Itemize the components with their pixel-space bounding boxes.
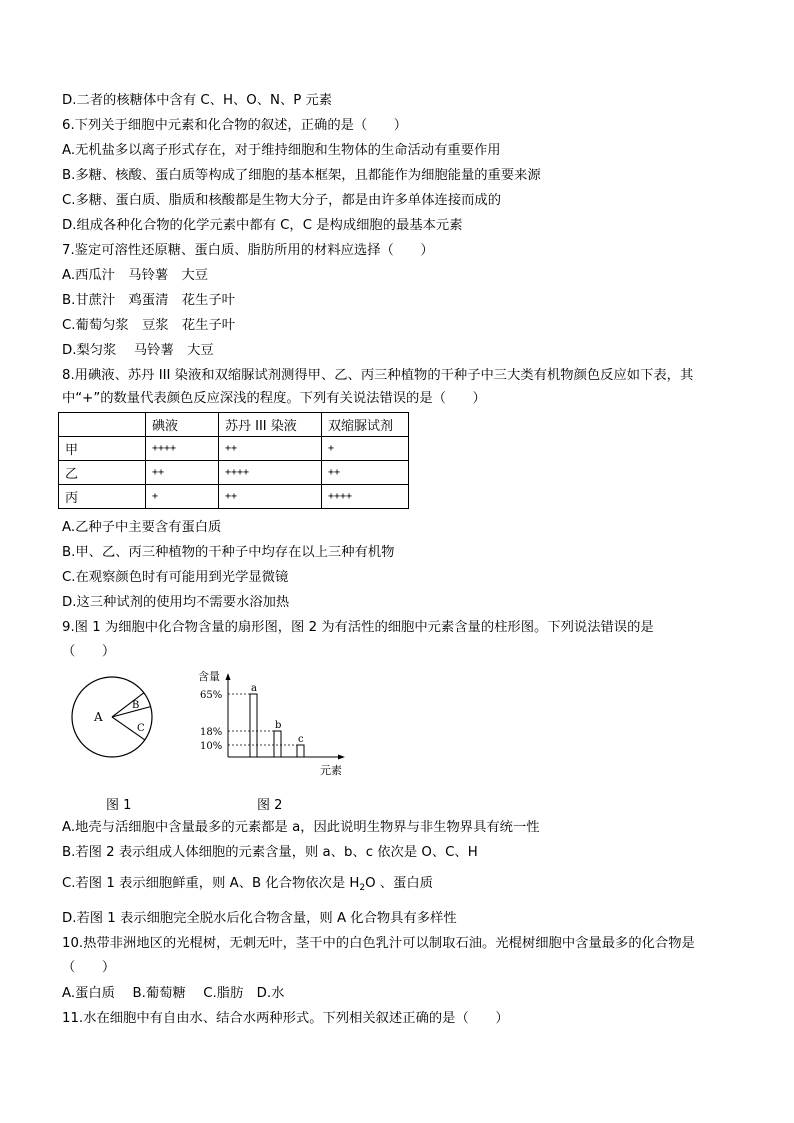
bar-label-b: b: [275, 720, 282, 731]
x-axis-label: 元素: [320, 764, 342, 777]
pie-label-b: B: [132, 700, 140, 711]
q10-options: A.蛋白质 B.葡萄糖 C.脂肪 D.水: [62, 986, 285, 1001]
table-row: [59, 437, 409, 461]
bar-c: [297, 745, 304, 757]
q10-stem-line2: （ ）: [62, 960, 116, 975]
reagent-table: [58, 412, 409, 509]
figure1-caption: 图 1: [106, 798, 132, 813]
q9-stem-line2: （ ）: [62, 644, 116, 659]
q9-stem-line1: 9.图 1 为细胞中化合物含量的扇形图，图 2 为有活性的细胞中元素含量的柱形图。下列说法错误的是: [62, 620, 654, 635]
pie-label-c: C: [137, 723, 145, 734]
q10-stem-line1: 10.热带非洲地区的光棍树，无刺无叶，茎干中的白色乳汁可以制取石油。光棍树细胞中含量最多的化合物是: [62, 936, 695, 951]
table-cell: ++: [219, 485, 322, 509]
y-tick-label: 65%: [200, 690, 223, 701]
pie-label-a: A: [94, 710, 103, 724]
table-cell: ++: [322, 461, 409, 485]
q6-option-d: D.组成各种化合物的化学元素中都有 C，C 是构成细胞的最基本元素: [62, 218, 463, 233]
table-cell: ++: [146, 461, 219, 485]
x-axis-arrow: [338, 755, 345, 760]
q9-option-a: A.地壳与活细胞中含量最多的元素都是 a，因此说明生物界与非生物界具有统一性: [62, 820, 540, 835]
q7-option-d: D.梨匀浆 马铃薯 大豆: [62, 343, 214, 358]
table-cell: ++: [219, 437, 322, 461]
table-cell: ++++: [322, 485, 409, 509]
q9c-subscript: 2: [359, 883, 366, 893]
table-header-cell: 苏丹 III 染液: [219, 413, 322, 437]
q7-option-b: B.甘蔗汁 鸡蛋清 花生子叶: [62, 293, 235, 308]
q8-stem-line2: 中“+”的数量代表颜色反应深浅的程度。下列有关说法错误的是（ ）: [62, 391, 486, 406]
figure2-bar-chart: [190, 670, 350, 780]
q6-option-b: B.多糖、核酸、蛋白质等构成了细胞的基本框架，且都能作为细胞能量的重要来源: [62, 168, 541, 183]
q9c-text-pre: C.若图 1 表示细胞鲜重，则 A、B 化合物依次是 H: [62, 876, 360, 891]
table-header-cell: [59, 413, 146, 437]
q8-option-b: B.甲、乙、丙三种植物的干种子中均存在以上三种有机物: [62, 545, 395, 560]
y-tick-label: 18%: [200, 727, 223, 738]
figure2-caption: 图 2: [257, 798, 283, 813]
q7-option-a: A.西瓜汁 马铃薯 大豆: [62, 268, 209, 283]
table-cell: +: [322, 437, 409, 461]
table-cell: 丙: [59, 485, 146, 509]
q9-option-c: [62, 875, 433, 897]
q6-option-a: A.无机盐多以离子形式存在，对于维持细胞和生物体的生命活动有重要作用: [62, 143, 501, 158]
q9c-text-post: O 、蛋白质: [365, 876, 433, 891]
y-axis-arrow: [226, 673, 231, 680]
table-row: [59, 485, 409, 509]
table-cell: 甲: [59, 437, 146, 461]
q6-stem: 6.下列关于细胞中元素和化合物的叙述，正确的是（ ）: [62, 118, 408, 133]
y-tick-label: 10%: [200, 741, 223, 752]
q8-stem-line1: 8.用碘液、苏丹 III 染液和双缩脲试剂测得甲、乙、丙三种植物的干种子中三大类有机物颜色反应如下表，其: [62, 368, 694, 383]
table-cell: ++++: [146, 437, 219, 461]
figure1-pie: [66, 666, 166, 780]
q7-option-c: C.葡萄匀浆 豆浆 花生子叶: [62, 318, 236, 333]
y-axis-label: 含量: [198, 670, 220, 683]
table-row: [59, 461, 409, 485]
q9-option-d: D.若图 1 表示细胞完全脱水后化合物含量，则 A 化合物具有多样性: [62, 911, 457, 926]
q6-option-c: C.多糖、蛋白质、脂质和核酸都是生物大分子，都是由许多单体连接而成的: [62, 193, 502, 208]
bar-b: [274, 731, 281, 757]
q9-option-b: B.若图 2 表示组成人体细胞的元素含量，则 a、b、c 依次是 O、C、H: [62, 845, 478, 860]
bar-a: [250, 694, 257, 757]
table-cell: +: [146, 485, 219, 509]
q8-option-a: A.乙种子中主要含有蛋白质: [62, 520, 222, 535]
q7-stem: 7.鉴定可溶性还原糖、蛋白质、脂肪所用的材料应选择（ ）: [62, 243, 434, 258]
q11-stem: 11.水在细胞中有自由水、结合水两种形式。下列相关叙述正确的是（ ）: [62, 1011, 509, 1026]
bar-label-c: c: [298, 734, 304, 745]
q8-option-d: D.这三种试剂的使用均不需要水浴加热: [62, 595, 290, 610]
q5-option-d: D.二者的核糖体中含有 C、H、O、N、P 元素: [62, 93, 333, 108]
table-cell: ++++: [219, 461, 322, 485]
table-header-row: [59, 413, 409, 437]
q8-option-c: C.在观察颜色时有可能用到光学显微镜: [62, 570, 289, 585]
table-header-cell: 碘液: [146, 413, 219, 437]
table-header-cell: 双缩脲试剂: [322, 413, 409, 437]
table-cell: 乙: [59, 461, 146, 485]
bar-label-a: a: [251, 683, 257, 694]
